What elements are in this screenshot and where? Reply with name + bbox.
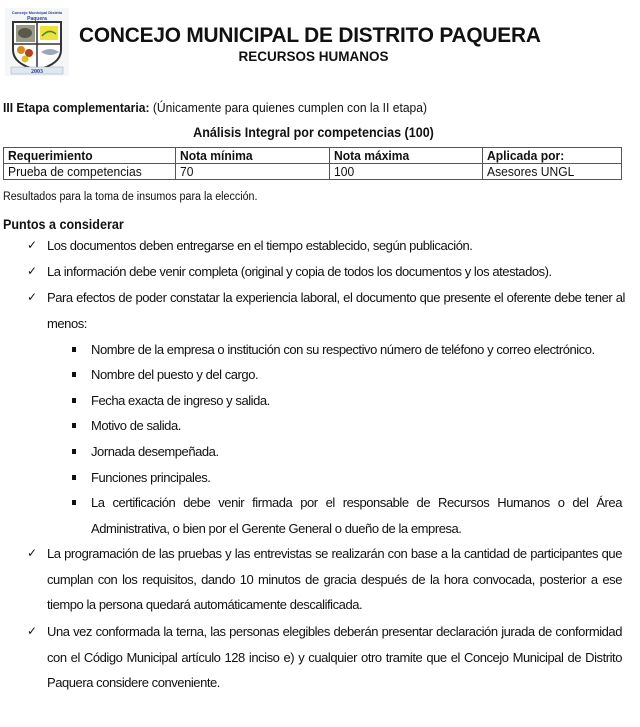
square-bullet-icon bbox=[72, 449, 76, 454]
department-title-text: RECURSOS HUMANOS bbox=[238, 49, 389, 64]
logo-year: 2003 bbox=[31, 69, 43, 75]
results-note: Resultados para la toma de insumos para la elección. bbox=[3, 191, 258, 203]
list-item bbox=[27, 259, 622, 285]
header-requerimiento: Requerimiento bbox=[4, 148, 176, 164]
square-bullet-icon bbox=[72, 475, 76, 480]
cell-requerimiento: Prueba de competencias bbox=[4, 164, 176, 180]
square-bullet-icon bbox=[72, 398, 76, 403]
analysis-title: Análisis Integral por competencias (100) bbox=[193, 125, 434, 140]
sub-list-item bbox=[91, 388, 622, 414]
sub-item-text: Nombre de la empresa o institución con su respectivo número de teléfono y correo electrónico. bbox=[91, 342, 595, 357]
header-aplicada-por: Aplicada por: bbox=[483, 148, 622, 164]
square-bullet-icon bbox=[72, 423, 76, 428]
point-text: Los documentos deben entregarse en el tiempo establecido, según publicación. bbox=[47, 238, 473, 253]
sub-list-item bbox=[91, 362, 622, 388]
cell-aplicada-por: Asesores UNGL bbox=[483, 164, 622, 180]
sub-list-item bbox=[91, 439, 622, 465]
square-bullet-icon bbox=[72, 347, 76, 352]
logo-name: Paquera bbox=[27, 16, 47, 22]
requirements-table bbox=[3, 147, 622, 180]
check-icon: ✓ bbox=[27, 624, 37, 638]
sub-item-text: Fecha exacta de ingreso y salida. bbox=[91, 393, 270, 408]
table-row bbox=[4, 164, 622, 180]
stage-note: (Únicamente para quienes cumplen con la II etapa) bbox=[149, 100, 428, 115]
sub-item-text: Motivo de salida. bbox=[91, 418, 181, 433]
municipal-logo bbox=[5, 8, 69, 76]
point-text: La programación de las pruebas y las entrevistas se realizarán con base a la cantidad de participantes que cumplan con los requisitos, dando 10 minutos de gracia después de la hora convocada, posterior a ese tiempo la persona quedará automáticamente descalificada. bbox=[47, 546, 622, 612]
table-header-row bbox=[4, 148, 622, 164]
sub-item-text: La certificación debe venir firmada por el responsable de Recursos Humanos o del Área Administrativa, o bien por el Gerente General o dueño de la empresa. bbox=[91, 495, 622, 536]
coat-of-arms-icon bbox=[5, 8, 69, 76]
department-title bbox=[0, 49, 627, 64]
sub-list-item bbox=[91, 465, 622, 491]
check-icon: ✓ bbox=[27, 546, 37, 560]
square-bullet-icon bbox=[72, 372, 76, 377]
sub-list-item bbox=[91, 490, 622, 541]
check-icon: ✓ bbox=[27, 238, 37, 252]
cell-nota-minima: 70 bbox=[175, 164, 329, 180]
point-text: La información debe venir completa (original y copia de todos los documentos y los atestados). bbox=[47, 264, 552, 279]
considerations-heading: Puntos a considerar bbox=[3, 217, 124, 232]
organization-title: CONCEJO MUNICIPAL DE DISTRITO PAQUERA bbox=[79, 23, 541, 47]
stage-description bbox=[3, 100, 427, 115]
sub-item-text: Jornada desempeñada. bbox=[91, 444, 219, 459]
sub-list-item bbox=[91, 413, 622, 439]
check-icon: ✓ bbox=[27, 264, 37, 278]
logo-top-text: Concejo Municipal Distrito bbox=[11, 10, 63, 15]
header-nota-maxima: Nota máxima bbox=[329, 148, 483, 164]
stage-label: III Etapa complementaria: bbox=[3, 100, 150, 115]
point-text: Para efectos de poder constatar la experiencia laboral, el documento que presente el oferente debe tener al menos: bbox=[47, 290, 625, 331]
list-item bbox=[27, 233, 622, 259]
sub-item-text: Funciones principales. bbox=[91, 470, 211, 485]
sub-list-item bbox=[91, 337, 622, 363]
point-text: Una vez conformada la terna, las personas elegibles deberán presentar declaración jurada de conformidad con el Código Municipal artículo 128 inciso e) y cualquier otro tramite que el Concejo Municipal de Distrito Paquera considere conveniente. bbox=[47, 624, 622, 690]
list-item bbox=[27, 619, 622, 696]
cell-nota-maxima: 100 bbox=[329, 164, 483, 180]
square-bullet-icon bbox=[72, 500, 76, 505]
sub-item-text: Nombre del puesto y del cargo. bbox=[91, 367, 259, 382]
header-nota-minima: Nota mínima bbox=[175, 148, 329, 164]
list-item bbox=[27, 285, 625, 336]
check-icon: ✓ bbox=[27, 290, 37, 304]
list-item bbox=[27, 541, 622, 618]
